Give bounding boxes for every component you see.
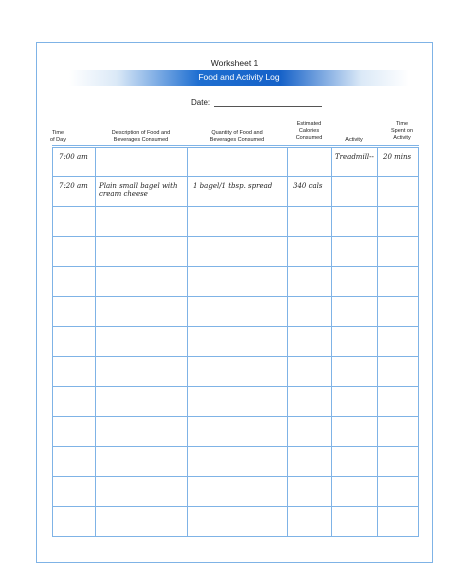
row2-calories: 340 cals	[293, 182, 323, 190]
header-line: Quantity of Food and	[211, 130, 263, 136]
row1-time-spent: 20 mins	[383, 153, 412, 161]
row2-food: Plain small bagel with cream cheese	[99, 182, 178, 198]
worksheet-title: Worksheet 1	[210, 58, 259, 68]
row2-quantity: 1 bagel/1 tbsp. spread	[193, 182, 273, 190]
log-title: Food and Activity Log	[198, 72, 280, 82]
header-line: of Day	[50, 137, 66, 143]
header-line: Activity	[345, 137, 363, 143]
log-grid	[37, 43, 432, 562]
header-line: Description of Food and	[111, 130, 171, 136]
header-line: Time	[395, 121, 409, 127]
header-line: Activity	[393, 135, 411, 141]
header-line: Spent on	[390, 128, 414, 134]
header-line: Beverages Consumed	[209, 137, 265, 143]
row2-time: 7:20 am	[59, 182, 88, 190]
header-line: Estimated	[296, 121, 322, 127]
header-line: Time	[51, 130, 65, 136]
date-label: Date:	[191, 98, 211, 107]
worksheet-page	[36, 42, 433, 563]
row1-activity: Treadmill--	[335, 153, 374, 161]
row1-time: 7:00 am	[59, 153, 88, 161]
header-line: Consumed	[295, 135, 323, 141]
header-line: Beverages Consumed	[113, 137, 169, 143]
header-line: Calories	[298, 128, 320, 134]
